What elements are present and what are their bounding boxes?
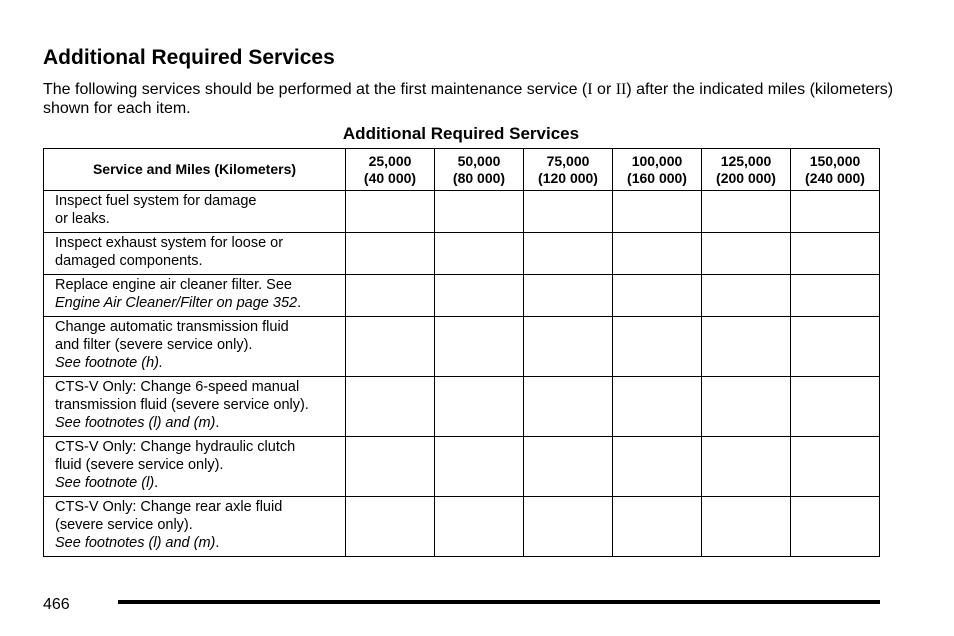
header-mileage: [702, 149, 791, 191]
mileage-cell: [346, 233, 435, 275]
header-km: (40 000): [363, 169, 417, 186]
header-mileage: [346, 149, 435, 191]
mileage-cell: [791, 377, 880, 437]
mileage-cell: [791, 275, 880, 317]
mileage-cell: [791, 191, 880, 233]
table-row: [44, 191, 880, 233]
mileage-cell: [791, 233, 880, 275]
header-miles: 25,000: [368, 152, 412, 169]
mileage-cell: [613, 233, 702, 275]
header-km: (120 000): [538, 169, 598, 186]
footer-rule: [118, 600, 880, 604]
mileage-cell: [435, 437, 524, 497]
mileage-cell: [702, 275, 791, 317]
service-line: CTS-V Only: Change 6-speed manual: [55, 379, 300, 395]
intro-service-two: II: [615, 81, 627, 98]
mileage-cell: [435, 317, 524, 377]
header-mileage: [791, 149, 880, 191]
mileage-cell: [524, 497, 613, 557]
mileage-cell: [524, 191, 613, 233]
mileage-cell: [524, 317, 613, 377]
mileage-cell: [613, 275, 702, 317]
reference-suffix: .: [154, 475, 159, 491]
header-km: (80 000): [452, 169, 506, 186]
mileage-cell: [613, 191, 702, 233]
intro-text-end: ) after the indicated miles (kilometers) shown for each item.: [43, 81, 894, 117]
service-description: [44, 233, 346, 275]
mileage-cell: [346, 191, 435, 233]
mileage-cell: [435, 191, 524, 233]
footnote-reference: See footnote (l): [55, 475, 155, 491]
service-line: Inspect fuel system for damage: [55, 193, 257, 209]
reference-suffix: .: [215, 415, 220, 431]
header-miles: 50,000: [457, 152, 501, 169]
mileage-cell: [702, 497, 791, 557]
header-miles: 100,000: [631, 152, 683, 169]
mileage-cell: [702, 191, 791, 233]
service-description: [44, 191, 346, 233]
mileage-cell: [613, 377, 702, 437]
mileage-cell: [435, 233, 524, 275]
intro-text-start: The following services should be performed at the first maintenance service (: [43, 81, 588, 98]
service-description: [44, 275, 346, 317]
mileage-cell: [702, 233, 791, 275]
mileage-cell: [346, 497, 435, 557]
footnote-reference: See footnotes (l) and (m): [55, 415, 216, 431]
service-line: CTS-V Only: Change rear axle fluid: [55, 499, 283, 515]
table-row: [44, 233, 880, 275]
reference-suffix: .: [297, 295, 302, 311]
table-header-row: [44, 149, 880, 191]
service-line: transmission fluid (severe service only).: [55, 397, 309, 413]
mileage-cell: [613, 497, 702, 557]
service-line: Replace engine air cleaner filter. See: [55, 277, 292, 293]
mileage-cell: [702, 437, 791, 497]
services-table: [43, 148, 880, 557]
header-miles: 150,000: [809, 152, 861, 169]
footnote-reference: See footnote (h).: [55, 355, 164, 371]
mileage-cell: [346, 317, 435, 377]
service-line: or leaks.: [55, 211, 110, 227]
service-line: damaged components.: [55, 253, 203, 269]
mileage-cell: [791, 497, 880, 557]
mileage-cell: [524, 233, 613, 275]
mileage-cell: [435, 377, 524, 437]
section-heading: Additional Required Services: [43, 46, 335, 69]
header-km: (160 000): [627, 169, 687, 186]
intro-paragraph: [43, 80, 903, 118]
service-line: and filter (severe service only).: [55, 337, 253, 353]
page-number: 466: [43, 596, 70, 613]
service-line: Change automatic transmission fluid: [55, 319, 289, 335]
service-line: CTS-V Only: Change hydraulic clutch: [55, 439, 296, 455]
intro-service-one: I: [587, 81, 593, 98]
mileage-cell: [435, 497, 524, 557]
table-row: [44, 377, 880, 437]
table-row: [44, 317, 880, 377]
reference-suffix: .: [215, 535, 220, 551]
intro-text-or: or: [592, 81, 616, 98]
service-description: [44, 437, 346, 497]
mileage-cell: [791, 317, 880, 377]
table-row: [44, 275, 880, 317]
service-description: [44, 317, 346, 377]
service-description: [44, 377, 346, 437]
header-mileage: [435, 149, 524, 191]
table-row: [44, 437, 880, 497]
header-service: Service and Miles (Kilometers): [44, 149, 346, 191]
mileage-cell: [702, 317, 791, 377]
mileage-cell: [435, 275, 524, 317]
header-km: (200 000): [716, 169, 776, 186]
mileage-cell: [524, 377, 613, 437]
mileage-cell: [524, 437, 613, 497]
header-miles: 125,000: [720, 152, 772, 169]
service-line: (severe service only).: [55, 517, 193, 533]
mileage-cell: [346, 437, 435, 497]
page-reference: Engine Air Cleaner/Filter on page 352: [55, 295, 298, 311]
header-mileage: [524, 149, 613, 191]
service-description: [44, 497, 346, 557]
header-km: (240 000): [805, 169, 865, 186]
mileage-cell: [613, 317, 702, 377]
header-mileage: [613, 149, 702, 191]
mileage-cell: [346, 377, 435, 437]
mileage-cell: [702, 377, 791, 437]
mileage-cell: [524, 275, 613, 317]
header-miles: 75,000: [546, 152, 590, 169]
table-title: Additional Required Services: [342, 124, 580, 143]
mileage-cell: [791, 437, 880, 497]
service-line: fluid (severe service only).: [55, 457, 224, 473]
service-line: Inspect exhaust system for loose or: [55, 235, 284, 251]
mileage-cell: [613, 437, 702, 497]
table-row: [44, 497, 880, 557]
mileage-cell: [346, 275, 435, 317]
footnote-reference: See footnotes (l) and (m): [55, 535, 216, 551]
